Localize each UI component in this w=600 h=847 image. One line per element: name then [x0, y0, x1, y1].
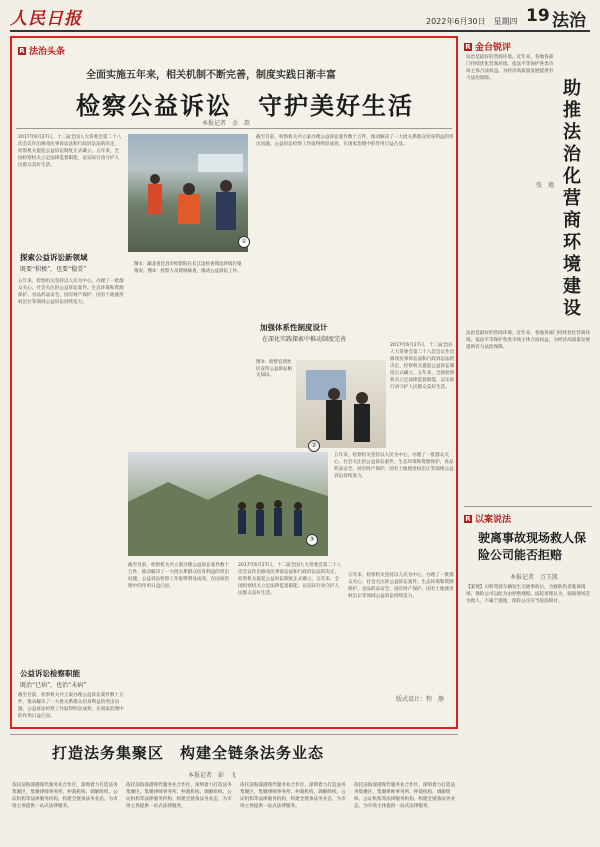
photo-caption-2: 图③：检察官到社区宣传公益诉讼相关知识。: [256, 360, 292, 378]
case-byline: 本报记者 万玉凯: [510, 574, 559, 581]
main-headline: 检察公益诉讼 守护美好生活: [76, 91, 414, 120]
section-label-fazhi: [18, 44, 65, 57]
subhead-1: 探索公益诉讼新领域: [20, 253, 88, 262]
case-headline: 驶离事故现场救人保险公司能否拒赔: [478, 531, 587, 562]
bottom-byline: 本报记者 彭 飞: [188, 772, 237, 779]
bottom-body-col2: 依托前海深港现代服务业合作区，深圳着力打造法务集聚区，集聚律师事务所、仲裁机构、调解组织、公证机构等法律服务机构，构建全链条法务业态，为市场主体提供一站式法律服务。: [126, 783, 232, 809]
main-byline: 本报记者 金 歆: [202, 120, 251, 127]
subhead-1-kicker: 既要“积极”，也要“稳妥”: [20, 266, 87, 273]
commentary-title: 助推法治化营商环境建设: [563, 78, 581, 319]
commentary-body: 法治是最好的营商环境。近年来，各地各部门持续优化营商环境，依法平等保护各类市场主体合法权益，为经济高质量发展提供有力法治保障。: [466, 55, 554, 81]
mountain-landscape-icon: [128, 452, 328, 556]
body-text-col1-cont: 五年来，检察机关坚持以人民为中心，办理了一批群众关心、社会关注的公益诉讼案件。生态环境和资源保护、食品药品安全、国有财产保护、国有土地使用权出让等领域公益诉讼持续发力。: [18, 279, 124, 305]
section-label-text: 法治头条: [29, 47, 66, 57]
bottom-headline: 打造法务集聚区 构建全链条法务业态: [52, 744, 325, 762]
subhead-2-kicker: 在深化实践探索中推动制度完善: [262, 336, 347, 343]
body-text-col1-end: 截至目前，检察机关共立案办理公益诉讼案件数十万件，推动解决了一大批关系群众切身利益的突出问题，公益诉讼检察工作取得明显成效，在国家治理中的作用日益凸显。: [18, 693, 124, 719]
bottom-body-col3: 依托前海深港现代服务业合作区，深圳着力打造法务集聚区，集聚律师事务所、仲裁机构、调解组织、公证机构等法律服务机构，构建全链条法务业态，为市场主体提供一站式法律服务。: [240, 783, 346, 809]
commentary-body-cont: 法治是最好的营商环境。近年来，各地各部门持续优化营商环境，依法平等保护各类市场主体合法权益，为经济高质量发展提供有力法治保障。: [466, 331, 591, 350]
bottom-body-col1: 依托前海深港现代服务业合作区，深圳着力打造法务集聚区，集聚律师事务所、仲裁机构、调解组织、公证机构等法律服务机构，构建全链条法务业态，为市场主体提供一站式法律服务。: [12, 783, 118, 809]
photo-number-1: ①: [238, 236, 250, 248]
photo-number-2: ②: [308, 440, 320, 452]
photo-river-inspection: [128, 134, 248, 252]
layout-editor: 版式设计：程 静: [396, 696, 445, 703]
main-article: [16, 42, 455, 723]
main-kicker: 全面实施五年来，相关机制不断完善，制度实践日渐丰富: [86, 70, 336, 81]
subhead-3: 公益诉讼检察职能: [20, 669, 80, 678]
page-number: 19: [526, 6, 550, 26]
divider: [464, 506, 592, 507]
body-text-col8: 五年来，检察机关坚持以人民为中心，办理了一批群众关心、社会关注的公益诉讼案件。生态环境和资源保护、食品药品安全、国有财产保护、国有土地使用权出让等领域公益诉讼持续发力。: [348, 573, 454, 599]
photo-field-inspection: [128, 452, 328, 556]
body-text-col1: 2017年6月27日，十二届全国人大常委会第二十八次会议作出修改民事诉讼法和行政诉讼法的决定，检察机关提起公益诉讼制度正式确立。五年来，全国检察机关立足法律监督职能，以实际行动守护人民群众美好生活。: [18, 135, 122, 168]
section-marker-icon: R: [465, 42, 471, 51]
photo-community-outreach: [296, 360, 386, 448]
presenters-icon: [296, 360, 386, 448]
bottom-body-col4: 依托前海深港现代服务业合作区，深圳着力打造法务集聚区，集聚律师事务所、仲裁机构、调解组织、公证机构等法律服务机构，构建全链条法务业态，为市场主体提供一站式法律服务。: [354, 783, 456, 809]
body-text-col3: 截至目前，检察机关共立案办理公益诉讼案件数十万件，推动解决了一大批关系群众切身利益的突出问题，公益诉讼检察工作取得明显成效，在国家治理中的作用日益凸显。: [256, 135, 454, 147]
people-figures-icon: [128, 134, 248, 252]
divider: [16, 128, 452, 129]
section-label-yian: [464, 512, 511, 525]
section-label-text: 金台锐评: [475, 43, 512, 53]
divider: [10, 734, 458, 735]
section-marker-icon: R: [465, 514, 471, 523]
subhead-3-kicker: 既治“已病”，也治“未病”: [20, 682, 87, 689]
section-label-jintai: [464, 40, 511, 53]
body-text-col4: 2017年6月27日，十二届全国人大常委会第二十八次会议作出修改民事诉讼法和行政诉讼法的决定，检察机关提起公益诉讼制度正式确立。五年来，全国检察机关立足法律监督职能，以实际行动守护人民群众美好生活。: [390, 343, 455, 390]
photo-caption-1: 图①：湖北省宜昌市检察院在长江边检查周边环境污染情况。图②：检察人员现场核查，推动公益诉讼工作。: [134, 262, 242, 274]
main-article-highlight: [10, 36, 458, 729]
newspaper-logo: 人民日报: [10, 9, 82, 29]
section-marker-icon: R: [19, 46, 25, 55]
page-name: 法治: [552, 11, 586, 31]
case-body: 【案情】司机驾驶车辆发生交通事故后，为救助伤者驶离现场，保险公司以此为由拒绝理赔。法院审理认为，驶离现场是为救人，不属于逃逸，保险公司应当依法赔付。: [466, 585, 591, 604]
photo-number-3: ③: [306, 534, 318, 546]
issue-date: 2022年6月30日 星期四: [426, 17, 518, 26]
body-text-col6: 截至目前，检察机关共立案办理公益诉讼案件数十万件，推动解决了一大批关系群众切身利益的突出问题，公益诉讼检察工作取得明显成效，在国家治理中的作用日益凸显。: [128, 563, 230, 589]
body-text-col7: 2017年6月27日，十二届全国人大常委会第二十八次会议作出修改民事诉讼法和行政诉讼法的决定，检察机关提起公益诉讼制度正式确立。五年来，全国检察机关立足法律监督职能，以实际行动守护人民群众美好生活。: [238, 563, 342, 596]
section-label-text: 以案说法: [475, 515, 512, 525]
subhead-2: 加强体系性制度设计: [260, 323, 328, 332]
commentary-author: 张 璁: [536, 182, 555, 189]
body-text-col5: 五年来，检察机关坚持以人民为中心，办理了一批群众关心、社会关注的公益诉讼案件。生态环境和资源保护、食品药品安全、国有财产保护、国有土地使用权出让等领域公益诉讼持续发力。: [334, 453, 454, 479]
masthead: [10, 4, 590, 32]
